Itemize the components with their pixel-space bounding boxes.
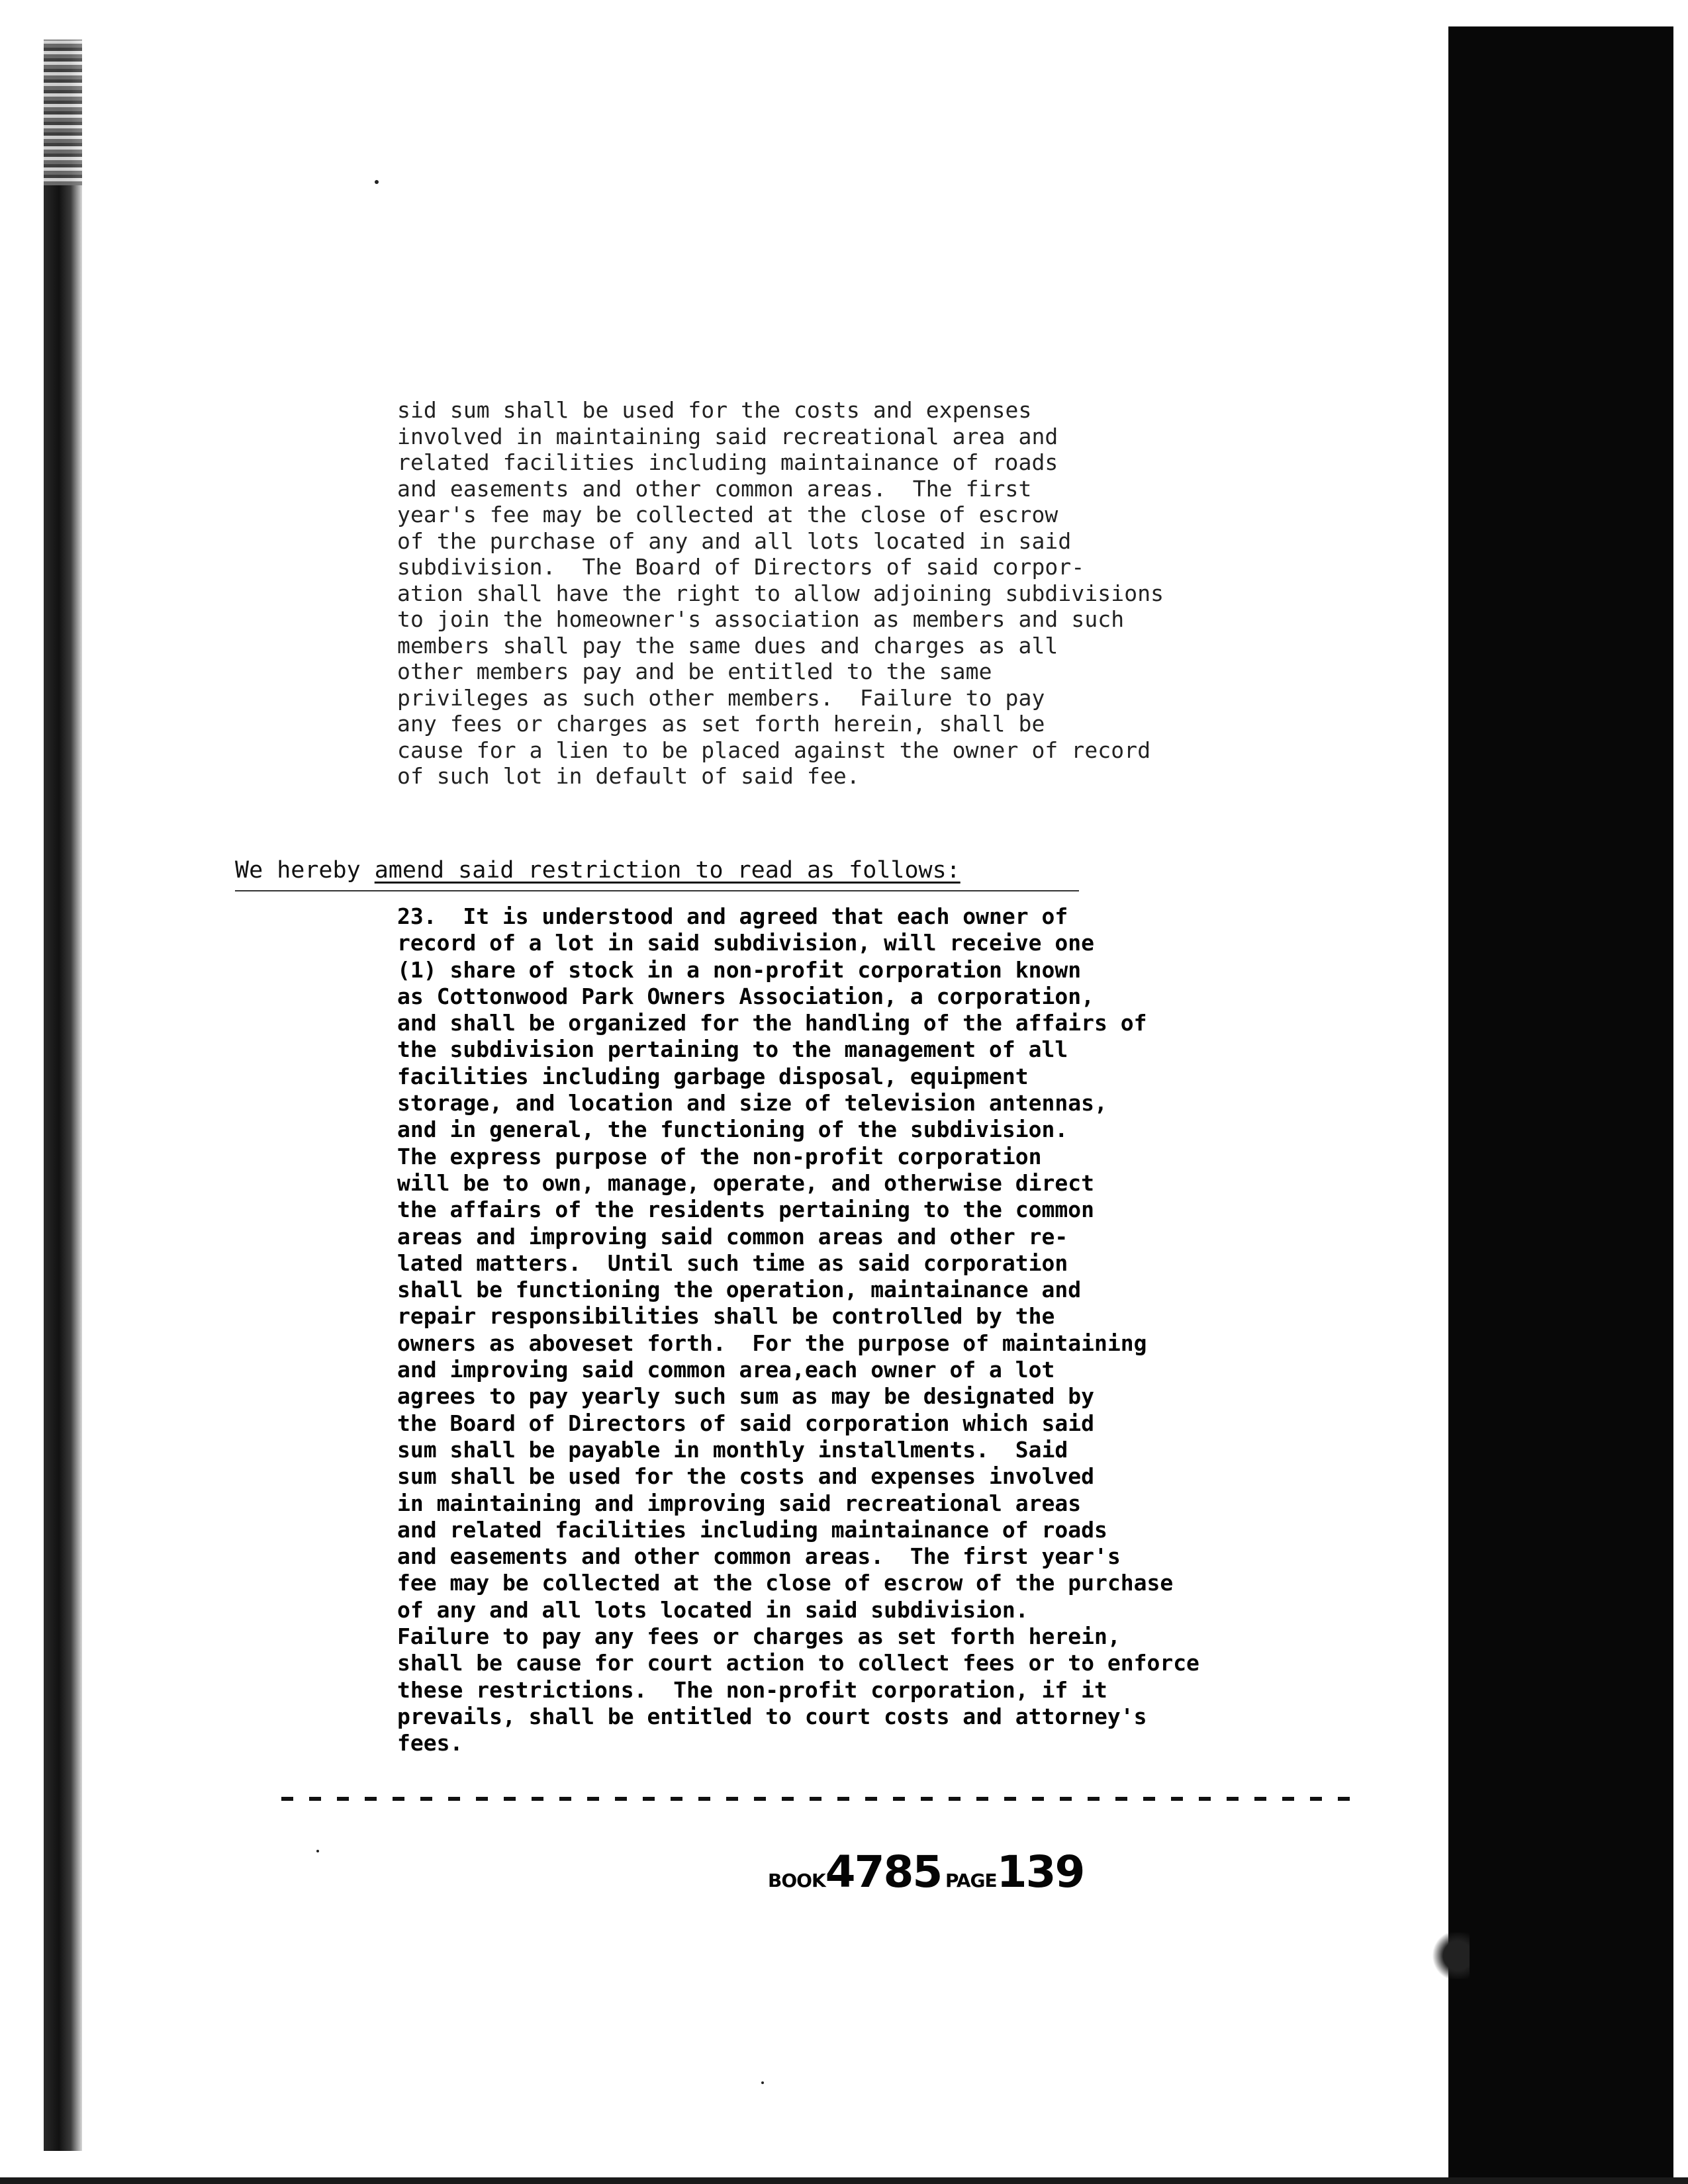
book-label: BOOK [768, 1870, 825, 1891]
page-label: PAGE [945, 1870, 997, 1891]
scan-speck [316, 1850, 319, 1852]
amended-restriction-23: 23. It is understood and agreed that each owner of record of a lot in said subdivision, will receive one (1) share of stock in a non-profit corporation known as Cottonwood Park Owners Association, a corporation, and shall be organized for the handling of the affairs of the subdivision pertaining to the management of all facilities including garbage disposal, equipment storage, and location and size of television antennas, and in general, the functioning of the subdivision. The express purpose of the non-profit corporation will be to own, manage, operate, and otherwise direct the affairs of the residents pertaining to the common areas and improving said common areas and other re- lated matters. Until such time as said corporation shall be functioning the operation, maintainance and repair responsibilities shall be controlled by the owners as aboveset forth. For the purpose of maintaining and improving said common area,each owner of a lot agrees to pay yearly such sum as may be designated by the Board of Directors of said corporation which said sum shall be payable in monthly installments. Said sum shall be used for the costs and expenses involved in maintaining and improving said recreational areas and related facilities including maintainance of roads and easements and other common areas. The first year's fee may be collected at the close of escrow of the purchase of any and all lots located in said subdivision. Failure to pay any fees or charges as set forth herein, shall be cause for court action to collect fees or to enforce these restrictions. The non-profit corporation, if it prevails, shall be entitled to court costs and attorney's fees. [397, 903, 1199, 1756]
scan-edge-left [44, 40, 82, 2151]
scan-speck [375, 180, 379, 184]
scan-edge-right [1448, 26, 1673, 2177]
amendment-heading: amend said restriction to read as follows: [374, 857, 961, 884]
amendment-statement [235, 857, 961, 884]
original-restriction-text: sid sum shall be used for the costs and expenses involved in maintaining said recreational area and related facilities including maintainance of roads and easements and other common areas. The first year's fee may be collected at the close of escrow of the purchase of any and all lots located in said subdivision. The Board of Directors of said corpor- ation shall have the right to allow adjoining subdivisions to join the homeowner's association as members and such members shall pay the same dues and charges as all other members pay and be entitled to the same privileges as such other members. Failure to pay any fees or charges as set forth herein, shall be cause for a lien to be placed against the owner of record of such lot in default of said fee. [397, 397, 1164, 789]
dashed-separator [281, 1797, 1357, 1801]
scan-edge-left-noise [44, 40, 82, 185]
book-number: 4785 [825, 1846, 942, 1897]
page-number: 139 [996, 1846, 1084, 1897]
scan-speck [761, 2081, 764, 2084]
scan-edge-right-notch [1430, 1933, 1470, 1979]
scan-edge-bottom [0, 2177, 1688, 2184]
amendment-rule [235, 890, 1079, 891]
amendment-prefix: We hereby [235, 857, 361, 884]
book-page-stamp [768, 1846, 1084, 1897]
